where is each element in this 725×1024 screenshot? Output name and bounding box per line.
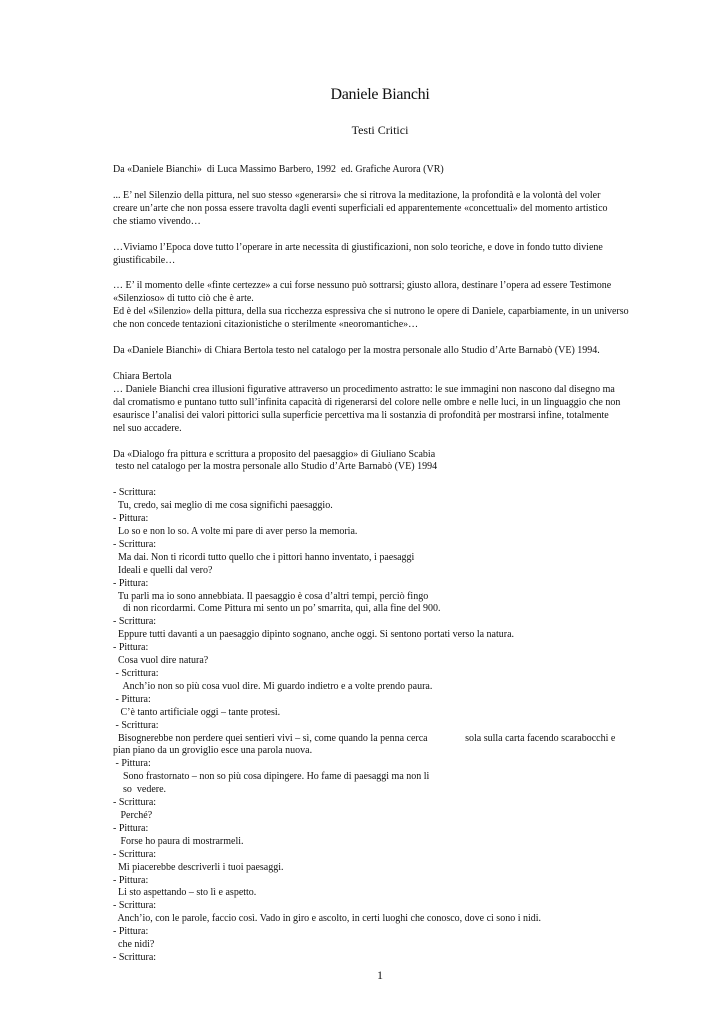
- text-line: - Scrittura:: [113, 668, 159, 679]
- paragraph: [113, 449, 643, 475]
- text-line: dal cromatismo e puntano tutto sull’infinita capacità di rigenerarsi del colore nelle ombre e nelle luci, in un linguaggio che non: [113, 396, 621, 408]
- text-line: - Scrittura:: [113, 900, 157, 912]
- text-line: Da «Dialogo fra pittura e scrittura a proposito del paesaggio» di Giuliano Scabia: [113, 448, 436, 460]
- text-line: - Pittura:: [113, 758, 151, 770]
- text-line: «Silenzioso» di tutto ciò che è arte.: [113, 293, 254, 305]
- text-line: - Scrittura:: [113, 951, 157, 963]
- paragraph: [113, 371, 643, 436]
- text-line: Cosa vuol dire natura?: [113, 655, 209, 667]
- text-line: Ideali e quelli dal vero?: [113, 564, 213, 576]
- text-line: - Pittura:: [113, 693, 151, 705]
- document-subtitle: Testi Critici: [351, 123, 409, 137]
- text-line: Eppure tutti davanti a un paesaggio dipinto sognano, anche oggi. Si sentono portati verso la natura.: [113, 629, 515, 641]
- text-line: - Scrittura:: [113, 487, 157, 499]
- text-line: - Scrittura:: [113, 797, 157, 809]
- text-line: Chiara Bertola: [113, 370, 172, 382]
- text-line: - Pittura:: [113, 513, 149, 525]
- text-line: Lo so e non lo so. A volte mi pare di aver perso la memoria.: [113, 526, 358, 538]
- text-line: giustificabile…: [113, 254, 176, 266]
- text-line: - Pittura:: [113, 642, 149, 654]
- text-line: - Pittura:: [113, 577, 149, 589]
- text-line: di non ricordarmi. Come Pittura mi sento un po’ smarrita, qui, alla fine del 900.: [113, 603, 441, 615]
- text-line: - Scrittura:: [113, 538, 157, 550]
- text-line: Sono frastornato – non so più cosa dipingere. Ho fame di paesaggi ma non li: [113, 771, 430, 783]
- paragraph: [113, 164, 643, 177]
- text-line: - Scrittura:: [113, 719, 159, 731]
- text-line: - Pittura:: [113, 874, 149, 886]
- text-line: Mi piacerebbe descriverli i tuoi paesaggi.: [113, 861, 284, 873]
- text-line: Tu parli ma io sono annebbiata. Il paesaggio è cosa d’altri tempi, perciò fingo: [113, 590, 429, 602]
- text-line: che stiamo vivendo…: [113, 215, 201, 227]
- text-line: Ma dai. Non ti ricordi tutto quello che i pittori hanno inventato, i paesaggi: [113, 551, 415, 563]
- text-line: - Scrittura:: [113, 848, 157, 860]
- page-number: 1: [377, 968, 383, 982]
- text-line: Da «Daniele Bianchi» di Luca Massimo Barbero, 1992 ed. Grafiche Aurora (VR): [113, 164, 444, 175]
- text-line: … Daniele Bianchi crea illusioni figurative attraverso un procedimento astratto: le sue immagini non nascono dal disegno ma: [113, 383, 615, 395]
- text-line: Anch’io non so più cosa vuol dire. Mi guardo indietro e a volte prendo paura.: [113, 680, 433, 692]
- text-line: ... E’ nel Silenzio della pittura, nel suo stesso «generarsi» che si ritrova la meditazione, la profondità e la volontà del voler: [113, 189, 601, 201]
- text-line: so vedere.: [113, 784, 167, 796]
- text-line: che nidi?: [113, 939, 155, 951]
- text-line: C’è tanto artificiale oggi – tante protesi.: [113, 706, 281, 718]
- paragraph: [113, 190, 643, 229]
- paragraph: [113, 242, 643, 268]
- text-line: esaurisce l’analisi dei valori pittorici sulla superficie percettiva ma li sostanzia di profondità per mostrarsi infine, totalmente: [113, 409, 609, 421]
- text-line: creare un’arte che non possa essere travolta dagli eventi superficiali ed apparentemente «concettuali» del momento artistico: [113, 202, 608, 214]
- text-line: …Viviamo l’Epoca dove tutto l’operare in arte necessita di giustificazioni, non solo teoriche, e dove in fondo tutto diviene: [113, 241, 603, 253]
- text-line: Ed è del «Silenzio» della pittura, della sua ricchezza espressiva che si nutrono le opere di Daniele, caparbiamente, in un universo: [113, 306, 629, 318]
- text-line: - Pittura:: [113, 926, 149, 938]
- text-line: - Scrittura:: [113, 616, 157, 628]
- text-line: che non concede tentazioni citazionistiche o sterilmente «neoromantiche»…: [113, 319, 419, 331]
- text-line: Da «Daniele Bianchi» di Chiara Bertola testo nel catalogo per la mostra personale allo Studio d’Arte Barnabò (VE) 1994.: [113, 345, 600, 357]
- text-line: … E’ il momento delle «finte certezze» a cui forse nessuno può sottrarsi; giusto allora, destinare l’opera ad essere Testimone: [113, 280, 612, 292]
- text-line: Anch’io, con le parole, faccio così. Vado in giro e ascolto, in certi luoghi che conosco, dove ci sono i nidi.: [113, 913, 542, 925]
- text-line: Tu, credo, sai meglio di me cosa significhi paesaggio.: [113, 500, 333, 512]
- document-title: Daniele Bianchi: [330, 86, 430, 103]
- text-line: Forse ho paura di mostrarmeli.: [113, 835, 244, 847]
- text-line: pian piano da un groviglio esce una parola nuova.: [113, 745, 313, 757]
- text-line: testo nel catalogo per la mostra personale allo Studio d’Arte Barnabò (VE) 1994: [113, 461, 438, 473]
- document-body: [113, 164, 643, 978]
- text-line: Li sto aspettando – sto lì e aspetto.: [113, 887, 257, 899]
- text-line: Bisognerebbe non perdere quei sentieri vivi – sì, come quando la penna cerca sola sulla carta facendo scarabocchi e: [113, 732, 616, 744]
- text-line: - Pittura:: [113, 822, 149, 834]
- paragraph: [113, 280, 643, 332]
- paragraph: [113, 487, 643, 965]
- text-line: nel suo accadere.: [113, 422, 182, 434]
- paragraph: [113, 345, 643, 358]
- text-line: Perché?: [113, 809, 153, 821]
